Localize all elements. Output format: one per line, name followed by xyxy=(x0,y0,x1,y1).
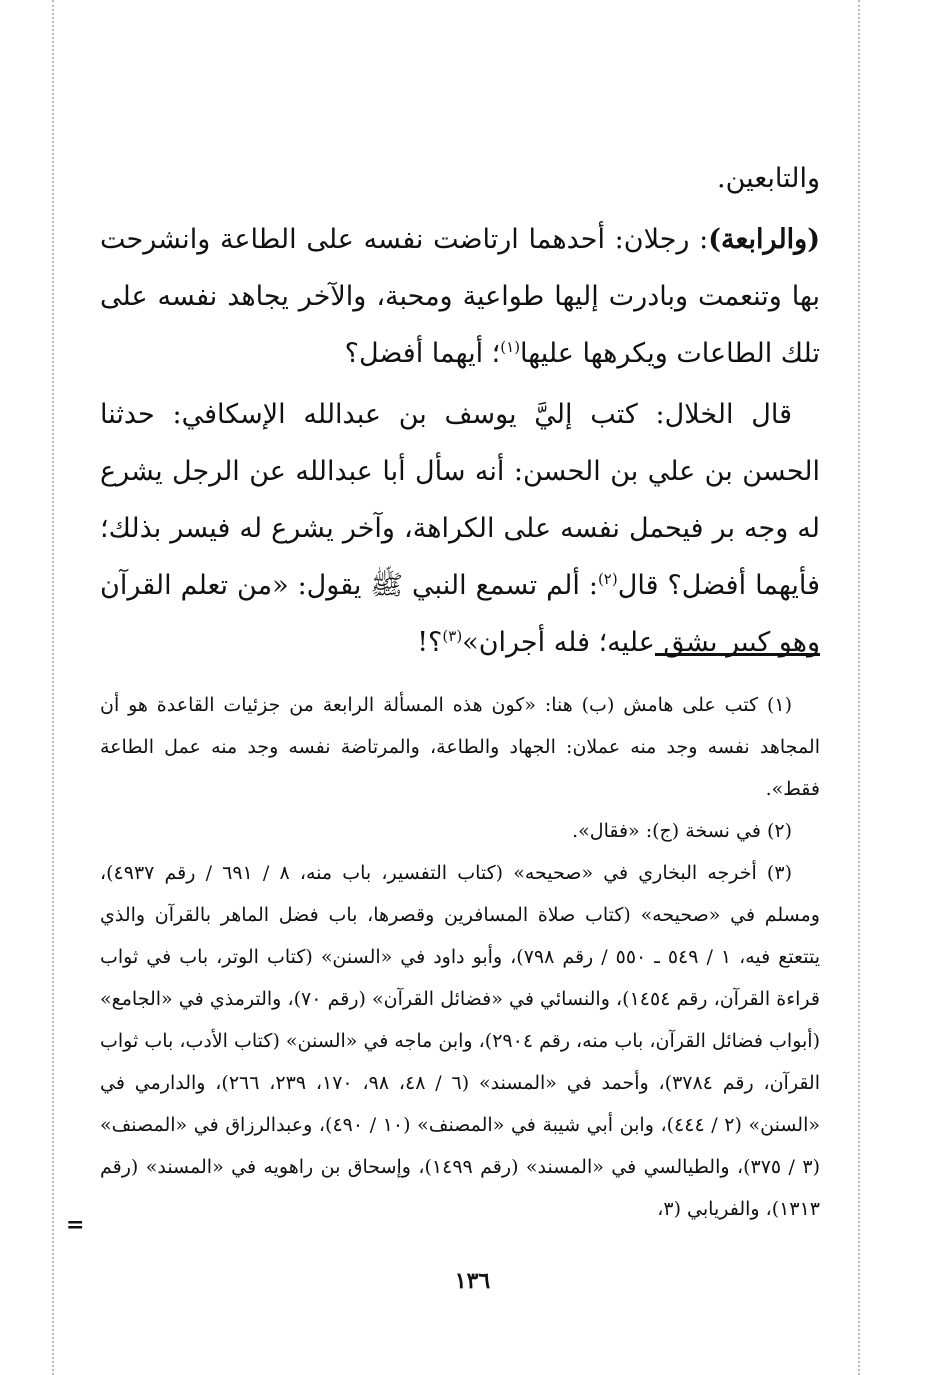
footnote-continues-mark: = xyxy=(66,1212,85,1238)
right-margin-dots xyxy=(858,0,860,1375)
footnote-ref-3[interactable]: (٣) xyxy=(442,627,463,645)
khallal-mid: : ألم تسمع النبي ﷺ يقول: «من تعلم القرآن وهو كبير يشق عليه؛ فله أجران» xyxy=(100,570,820,658)
footnotes xyxy=(100,684,820,1230)
fourth-end: ؛ أيهما أفضل؟ xyxy=(344,338,501,369)
intro-line xyxy=(100,150,820,207)
khallal-end: ؟! xyxy=(417,627,443,658)
page-number: ١٣٦ xyxy=(454,1268,491,1294)
paragraph-fourth xyxy=(100,211,820,382)
left-margin-dots xyxy=(52,0,54,1375)
footnote-ref-2[interactable]: (٢) xyxy=(597,570,618,588)
intro-text: والتابعين. xyxy=(717,163,820,194)
paragraph-khallal xyxy=(100,386,820,671)
fourth-text: : رجلان: أحدهما ارتاضت نفسه على الطاعة وانشرحت بها وتنعمت وبادرت إليها طواعية ومحبة، والآخر يجاهد نفسه على تلك الطاعات ويكرهها عليها xyxy=(100,224,820,369)
footnote-3: (٣) أخرجه البخاري في «صحيحه» (كتاب التفسير، باب منه، ٨ / ٦٩١ / رقم ٤٩٣٧)، ومسلم في «صحيحه» (كتاب صلاة المسافرين وقصرها، باب فضل الماهر بالقرآن والذي يتتعتع فيه، ١ / ٥٤٩ ـ ٥٥٠ / رقم ٧٩٨)، وأبو داود في «السنن» (كتاب الوتر، باب في ثواب قراءة القرآن، رقم ١٤٥٤)، والنسائي في «فضائل القرآن» (رقم ٧٠)، والترمذي في «الجامع» (أبواب فضائل القرآن، باب منه، رقم ٢٩٠٤)، وابن ماجه في «السنن» (كتاب الأدب، باب ثواب القرآن، رقم ٣٧٨٤)، وأحمد في «المسند» (٦ / ٤٨، ٩٨، ١٧٠، ٢٣٩، ٢٦٦)، والدارمي في «السنن» (٢ / ٤٤٤)، وابن أبي شيبة في «المصنف» (١٠ / ٤٩٠)، وعبدالرزاق في «المصنف» (٣ / ٣٧٥)، والطيالسي في «المسند» (رقم ١٤٩٩)، وإسحاق بن راهويه في «المسند» (رقم ١٣١٣)، والفريابي (٣، xyxy=(100,862,820,1220)
footnote-divider xyxy=(655,653,820,656)
footnote-ref-1[interactable]: (١) xyxy=(500,338,521,356)
footnote-2: (٢) في نسخة (ج): «فقال». xyxy=(572,820,792,842)
main-text xyxy=(100,150,820,671)
khallal-text: قال الخلال: كتب إليَّ يوسف بن عبدالله الإسكافي: حدثنا الحسن بن علي بن الحسن: أنه سأل أبا عبدالله عن الرجل يشرع له وجه بر فيحمل نفسه على الكراهة، وآخر يشرع له فيسر بذلك؛ فأيهما أفضل؟ قال xyxy=(100,399,820,601)
fourth-label: (والرابعة) xyxy=(708,224,820,255)
footnote-1: (١) كتب على هامش (ب) هنا: «كون هذه المسألة الرابعة من جزئيات القاعدة هو أن المجاهد نفسه وجد منه عملان: الجهاد والطاعة، والمرتاضة نفسه وجد منه عمل الطاعة فقط». xyxy=(100,694,820,800)
